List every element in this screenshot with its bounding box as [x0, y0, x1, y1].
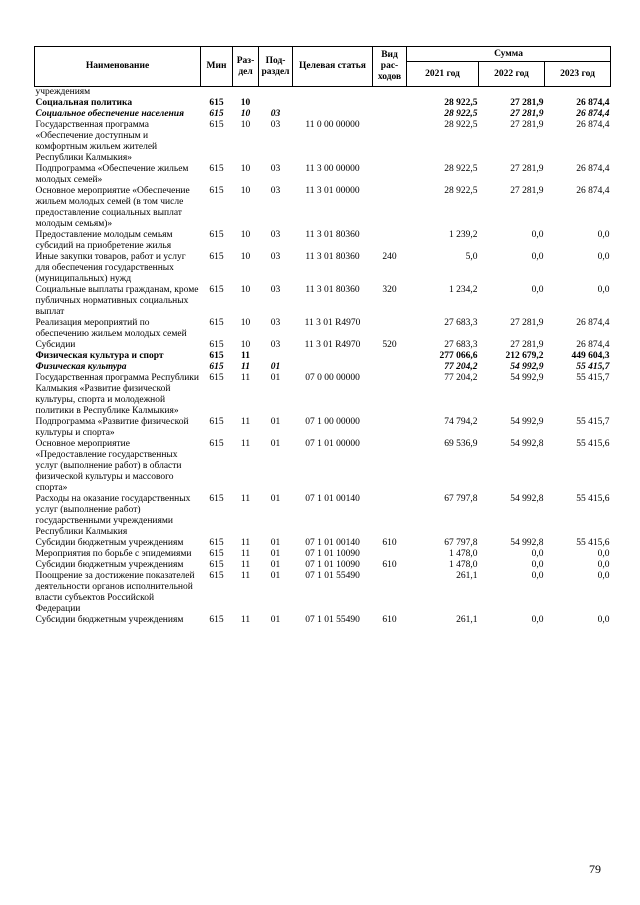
header-sum: Сумма: [407, 47, 611, 62]
cell-sum-2021: 28 922,5: [444, 120, 478, 130]
cell-section: 11: [240, 549, 251, 559]
cell-sum-2021: 28 922,5: [444, 164, 478, 174]
cell-sum-2021: 27 683,3: [444, 318, 478, 328]
cell-subsection: 01: [270, 362, 281, 372]
cell-expense-type: [373, 351, 407, 362]
table-row: [35, 560, 611, 571]
cell-sum-2022: 27 281,9: [510, 164, 544, 174]
cell-subsection: 03: [270, 164, 281, 174]
table-row: [35, 318, 611, 340]
table-row: [35, 417, 611, 439]
cell-subsection: [259, 98, 293, 109]
cell-section: 10: [240, 186, 251, 196]
header-target-article: Целевая статья: [293, 47, 373, 87]
cell-sum-2023: 26 874,4: [576, 109, 610, 119]
cell-target-article: 07 1 01 10090: [305, 560, 360, 570]
cell-sum-2023: 0,0: [597, 615, 610, 625]
cell-target-article: [293, 109, 373, 120]
cell-ministry: 615: [209, 318, 224, 328]
cell-ministry: 615: [209, 340, 224, 350]
cell-section: 10: [240, 109, 251, 119]
cell-ministry: 615: [209, 373, 224, 383]
header-2021: 2021 год: [407, 62, 479, 87]
table-row: [35, 109, 611, 120]
cell-target-article: 07 1 01 55490: [305, 571, 360, 581]
cell-section: 11: [240, 417, 251, 427]
cell-expense-type: [373, 362, 407, 373]
cell-sum-2021: 1 234,2: [449, 285, 478, 295]
table-row: [35, 186, 611, 230]
cell-sum-2022: 27 281,9: [510, 98, 544, 108]
cell-expense-type: 320: [382, 285, 397, 295]
cell-subsection: 01: [270, 549, 281, 559]
cell-subsection: 03: [270, 285, 281, 295]
cell-section: 10: [240, 252, 251, 262]
table-row: [35, 230, 611, 252]
cell-sum-2022: 27 281,9: [510, 120, 544, 130]
cell-sum-2022: 0,0: [531, 252, 544, 262]
table-row: [35, 351, 611, 362]
cell-name: Подпрограмма «Развитие физической культуры и спорта»: [35, 417, 189, 438]
cell-target-article: [293, 362, 373, 373]
cell-sum-2021: 5,0: [465, 252, 478, 262]
cell-target-article: 07 1 01 00140: [305, 494, 360, 504]
cell-ministry: 615: [209, 494, 224, 504]
header-razdel: Раз-дел: [233, 47, 259, 87]
cell-name: Государственная программа Республики Калмыкия «Развитие физической культуры, спорта и молодежной политики в Республике Калмыкия»: [35, 373, 199, 416]
cell-name: Основное мероприятие «Обеспечение жильем молодых семей (в том числе предоставление социальных выплат молодым семьям)»: [35, 186, 190, 229]
table-row: [35, 340, 611, 351]
cell-ministry: [201, 87, 233, 99]
cell-section: 10: [240, 318, 251, 328]
cell-expense-type: [373, 439, 407, 494]
cell-sum-2021: 69 536,9: [444, 439, 478, 449]
table-row: [35, 538, 611, 549]
cell-ministry: 615: [209, 285, 224, 295]
table-row: [35, 494, 611, 538]
cell-name: Государственная программа «Обеспечение доступным и комфортным жильем жителей Республики Калмыкия»: [35, 120, 158, 163]
cell-name: Подпрограмма «Обеспечение жильем молодых семей»: [35, 164, 189, 185]
cell-subsection: 01: [270, 560, 281, 570]
table-row: [35, 615, 611, 626]
cell-sum-2023: 26 874,4: [576, 318, 610, 328]
cell-section: 10: [240, 120, 251, 130]
table-body: [35, 87, 611, 627]
cell-section: [233, 87, 259, 99]
cell-subsection: 03: [270, 230, 281, 240]
cell-subsection: [259, 351, 293, 362]
cell-sum-2023: 55 415,6: [576, 538, 610, 548]
cell-sum-2023: 0,0: [597, 252, 610, 262]
cell-ministry: 615: [209, 252, 224, 262]
cell-expense-type: [373, 417, 407, 439]
cell-subsection: 01: [270, 538, 281, 548]
cell-sum-2023: 26 874,4: [576, 98, 610, 108]
cell-sum-2021: 77 204,2: [444, 362, 478, 372]
header-min: Мин: [201, 47, 233, 87]
cell-name: Мероприятия по борьбе с эпидемиями: [35, 549, 192, 559]
cell-target-article: 11 3 01 80360: [305, 230, 360, 240]
cell-sum-2023: 55 415,7: [576, 417, 610, 427]
table-row: [35, 120, 611, 164]
cell-name: Основное мероприятие «Предоставление государственных услуг (выполнение работ) в области физической культуры и массового спорта»: [35, 439, 182, 493]
cell-ministry: 615: [209, 164, 224, 174]
document-page: [34, 46, 610, 626]
cell-name: Социальная политика: [35, 98, 133, 108]
cell-expense-type: [373, 109, 407, 120]
cell-expense-type: [373, 98, 407, 109]
header-2022: 2022 год: [479, 62, 545, 87]
cell-sum-2021: 1 478,0: [449, 560, 478, 570]
cell-section: 11: [240, 494, 251, 504]
cell-name: Социальные выплаты гражданам, кроме публичных нормативных социальных выплат: [35, 285, 199, 317]
cell-name: Субсидии бюджетным учреждениям: [35, 615, 184, 625]
cell-ministry: 615: [209, 615, 224, 625]
cell-sum-2021: 74 794,2: [444, 417, 478, 427]
cell-subsection: 03: [270, 109, 281, 119]
cell-sum-2021: 67 797,8: [444, 538, 478, 548]
cell-sum-2021: 277 066,6: [439, 351, 478, 361]
cell-ministry: 615: [209, 439, 224, 449]
cell-expense-type: [373, 120, 407, 164]
cell-target-article: [293, 98, 373, 109]
cell-expense-type: [373, 164, 407, 186]
cell-expense-type: 610: [382, 560, 397, 570]
cell-ministry: 615: [209, 351, 224, 361]
cell-target-article: 07 1 01 55490: [305, 615, 360, 625]
cell-subsection: 01: [270, 615, 281, 625]
header-2023: 2023 год: [545, 62, 611, 87]
cell-sum-2021: 27 683,3: [444, 340, 478, 350]
cell-sum-2021: 261,1: [456, 571, 478, 581]
cell-ministry: 615: [209, 98, 224, 108]
cell-name: Предоставление молодым семьям субсидий на приобретение жилья: [35, 230, 173, 251]
page-number: 79: [589, 862, 601, 876]
cell-sum-2022: 27 281,9: [510, 109, 544, 119]
cell-expense-type: 610: [382, 615, 397, 625]
cell-subsection: 03: [270, 186, 281, 196]
cell-section: 10: [240, 164, 251, 174]
cell-section: 11: [240, 615, 251, 625]
cell-expense-type: 520: [382, 340, 397, 350]
cell-ministry: 615: [209, 560, 224, 570]
header-podrazdel: Под-раздел: [259, 47, 293, 87]
cell-expense-type: [373, 186, 407, 230]
cell-subsection: 01: [270, 417, 281, 427]
cell-ministry: 615: [209, 186, 224, 196]
cell-sum-2023: 55 415,6: [576, 439, 610, 449]
cell-section: 11: [240, 373, 251, 383]
cell-target-article: 11 3 00 00000: [305, 164, 360, 174]
cell-section: 11: [240, 571, 251, 581]
cell-name: Субсидии бюджетным учреждениям: [35, 538, 184, 548]
cell-target-article: [293, 87, 373, 99]
cell-subsection: 01: [270, 571, 281, 581]
cell-name: Физическая культура и спорт: [35, 351, 164, 361]
cell-subsection: 03: [270, 340, 281, 350]
cell-section: 11: [240, 538, 251, 548]
cell-ministry: 615: [209, 230, 224, 240]
cell-name: Расходы на оказание государственных услуг (выполнение работ) государственными учреждениями Республики Калмыкия: [35, 494, 191, 537]
cell-sum-2023: 0,0: [597, 230, 610, 240]
cell-sum-2022: 0,0: [531, 615, 544, 625]
cell-expense-type: [373, 494, 407, 538]
cell-expense-type: [373, 87, 407, 99]
cell-expense-type: [373, 373, 407, 417]
cell-sum-2023: 0,0: [597, 549, 610, 559]
table-row: [35, 549, 611, 560]
cell-name: Социальное обеспечение населения: [35, 109, 184, 119]
cell-section: 11: [240, 560, 251, 570]
cell-section: 10: [240, 230, 251, 240]
cell-sum-2022: 27 281,9: [510, 186, 544, 196]
cell-sum-2022: 27 281,9: [510, 318, 544, 328]
cell-sum-2022: 0,0: [531, 571, 544, 581]
table-row: [35, 285, 611, 318]
cell-sum-2021: 28 922,5: [444, 109, 478, 119]
cell-ministry: 615: [209, 120, 224, 130]
cell-sum-2023: 26 874,4: [576, 340, 610, 350]
cell-subsection: 03: [270, 120, 281, 130]
table-row: [35, 98, 611, 109]
cell-name: Поощрение за достижение показателей деятельности органов исполнительной власти субъектов Российской Федерации: [35, 571, 195, 614]
cell-sum-2023: [545, 87, 611, 99]
table-row: [35, 87, 611, 99]
cell-sum-2022: 54 992,8: [510, 494, 544, 504]
cell-ministry: 615: [209, 417, 224, 427]
cell-sum-2021: 1 478,0: [449, 549, 478, 559]
cell-sum-2021: 28 922,5: [444, 98, 478, 108]
cell-subsection: [259, 87, 293, 99]
cell-expense-type: [373, 571, 407, 615]
table-row: [35, 252, 611, 285]
cell-name: Физическая культура: [35, 362, 127, 372]
cell-section: 10: [240, 285, 251, 295]
cell-sum-2021: [407, 87, 479, 99]
cell-subsection: 03: [270, 252, 281, 262]
cell-sum-2022: 54 992,9: [510, 417, 544, 427]
cell-section: 11: [240, 439, 251, 449]
cell-sum-2023: 0,0: [597, 285, 610, 295]
header-name: Наименование: [35, 47, 201, 87]
cell-target-article: 07 1 01 00140: [305, 538, 360, 548]
cell-name: Субсидии: [35, 340, 76, 350]
cell-sum-2022: 54 992,8: [510, 538, 544, 548]
cell-ministry: 615: [209, 571, 224, 581]
cell-subsection: 01: [270, 494, 281, 504]
cell-subsection: 01: [270, 373, 281, 383]
cell-name: Реализация мероприятий по обеспечению жильем молодых семей: [35, 318, 187, 339]
cell-sum-2023: 26 874,4: [576, 164, 610, 174]
table-header: [35, 47, 611, 87]
cell-name: Иные закупки товаров, работ и услуг для обеспечения государственных (муниципальных) нужд: [35, 252, 186, 284]
header-expense-type: Вид рас-ходов: [373, 47, 407, 87]
cell-section: 10: [240, 98, 251, 108]
cell-sum-2022: 54 992,9: [510, 373, 544, 383]
cell-expense-type: [373, 230, 407, 252]
cell-ministry: 615: [209, 109, 224, 119]
cell-sum-2023: 26 874,4: [576, 186, 610, 196]
cell-sum-2023: 0,0: [597, 571, 610, 581]
cell-sum-2022: 54 992,8: [510, 439, 544, 449]
table-row: [35, 373, 611, 417]
cell-target-article: 07 1 01 10090: [305, 549, 360, 559]
cell-name: Субсидии бюджетным учреждениям: [35, 560, 184, 570]
cell-sum-2022: 212 679,2: [505, 351, 544, 361]
cell-target-article: 07 1 01 00000: [305, 439, 360, 449]
cell-sum-2023: 26 874,4: [576, 120, 610, 130]
cell-sum-2022: 0,0: [531, 560, 544, 570]
table-row: [35, 362, 611, 373]
cell-target-article: 11 3 01 80360: [305, 252, 360, 262]
cell-sum-2022: 0,0: [531, 230, 544, 240]
cell-sum-2021: 67 797,8: [444, 494, 478, 504]
cell-target-article: 11 3 01 80360: [305, 285, 360, 295]
cell-target-article: 07 0 00 00000: [305, 373, 360, 383]
cell-ministry: 615: [209, 538, 224, 548]
table-row: [35, 164, 611, 186]
cell-sum-2022: 54 992,9: [510, 362, 544, 372]
table-row: [35, 439, 611, 494]
cell-sum-2021: 28 922,5: [444, 186, 478, 196]
cell-sum-2023: 55 415,7: [576, 373, 610, 383]
budget-table: [34, 46, 611, 626]
table-row: [35, 571, 611, 615]
cell-target-article: 11 3 01 00000: [305, 186, 360, 196]
cell-expense-type: [373, 549, 407, 560]
cell-sum-2022: [479, 87, 545, 99]
cell-target-article: 11 0 00 00000: [305, 120, 360, 130]
cell-ministry: 615: [209, 362, 224, 372]
cell-target-article: 11 3 01 R4970: [304, 318, 361, 328]
cell-section: 11: [241, 362, 250, 372]
cell-sum-2022: 0,0: [531, 549, 544, 559]
cell-sum-2022: 27 281,9: [510, 340, 544, 350]
cell-sum-2023: 55 415,6: [576, 494, 610, 504]
cell-ministry: 615: [209, 549, 224, 559]
cell-expense-type: 610: [382, 538, 397, 548]
cell-sum-2023: 55 415,7: [576, 362, 610, 372]
cell-sum-2021: 261,1: [456, 615, 478, 625]
cell-subsection: 03: [270, 318, 281, 328]
cell-sum-2021: 1 239,2: [449, 230, 478, 240]
cell-section: 11: [241, 351, 250, 361]
cell-sum-2023: 0,0: [597, 560, 610, 570]
cell-sum-2023: 449 604,3: [571, 351, 610, 361]
cell-subsection: 01: [270, 439, 281, 449]
cell-sum-2021: 77 204,2: [444, 373, 478, 383]
cell-name: учреждениям: [35, 87, 91, 97]
cell-expense-type: [373, 318, 407, 340]
cell-target-article: [293, 351, 373, 362]
cell-expense-type: 240: [382, 252, 397, 262]
cell-target-article: 07 1 00 00000: [305, 417, 360, 427]
cell-target-article: 11 3 01 R4970: [304, 340, 361, 350]
cell-section: 10: [240, 340, 251, 350]
cell-sum-2022: 0,0: [531, 285, 544, 295]
